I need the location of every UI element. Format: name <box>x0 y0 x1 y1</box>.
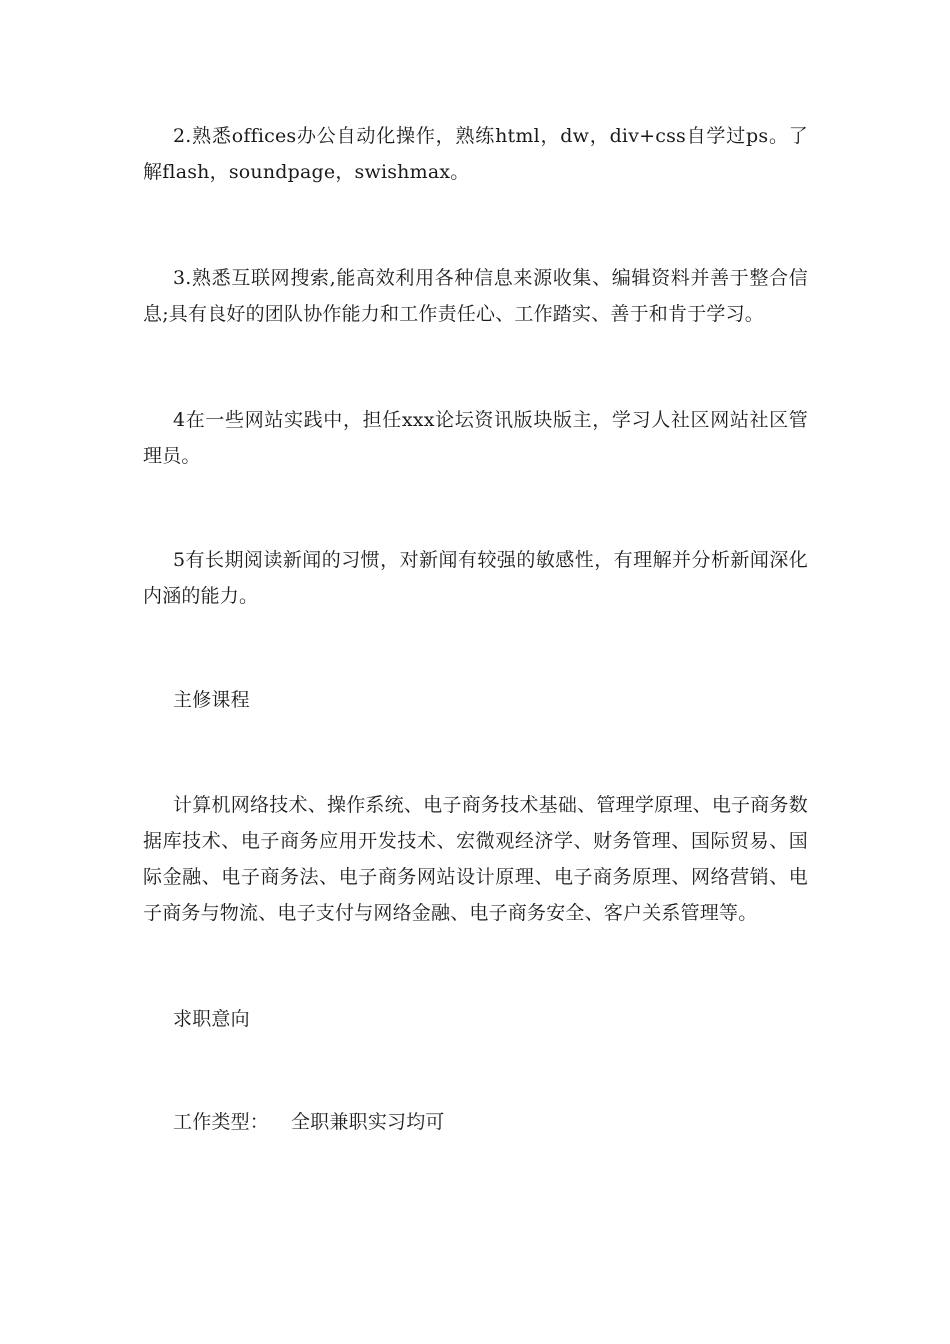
skill-item-4: 4在一些网站实践中，担任xxx论坛资讯版块版主，学习人社区网站社区管理员。 <box>143 409 808 467</box>
job-type-value: 全职兼职实习均可 <box>291 1111 445 1133</box>
skill-item-5: 5有长期阅读新闻的习惯，对新闻有较强的敏感性，有理解并分析新闻深化内涵的能力。 <box>143 549 808 607</box>
courses-text: 计算机网络技术、操作系统、电子商务技术基础、管理学原理、电子商务数据库技术、电子商务应用开发技术、宏微观经济学、财务管理、国际贸易、国际金融、电子商务法、电子商务网站设计原理、电子商务原理、网络营销、电子商务与物流、电子支付与网络金融、电子商务安全、客户关系管理等。 <box>143 794 808 924</box>
skill-item-3: 3.熟悉互联网搜索,能高效利用各种信息来源收集、编辑资料并善于整合信息;具有良好的团队协作能力和工作责任心、工作踏实、善于和肯于学习。 <box>143 267 808 325</box>
job-intention-heading: 求职意向 <box>173 1008 250 1030</box>
courses-heading: 主修课程 <box>173 689 250 711</box>
job-type-row <box>173 1104 445 1140</box>
job-type-label: 工作类型： <box>173 1111 270 1133</box>
skill-item-2: 2.熟悉offices办公自动化操作，熟练html，dw，div+css自学过ps。了解flash，soundpage，swishmax。 <box>143 125 808 183</box>
